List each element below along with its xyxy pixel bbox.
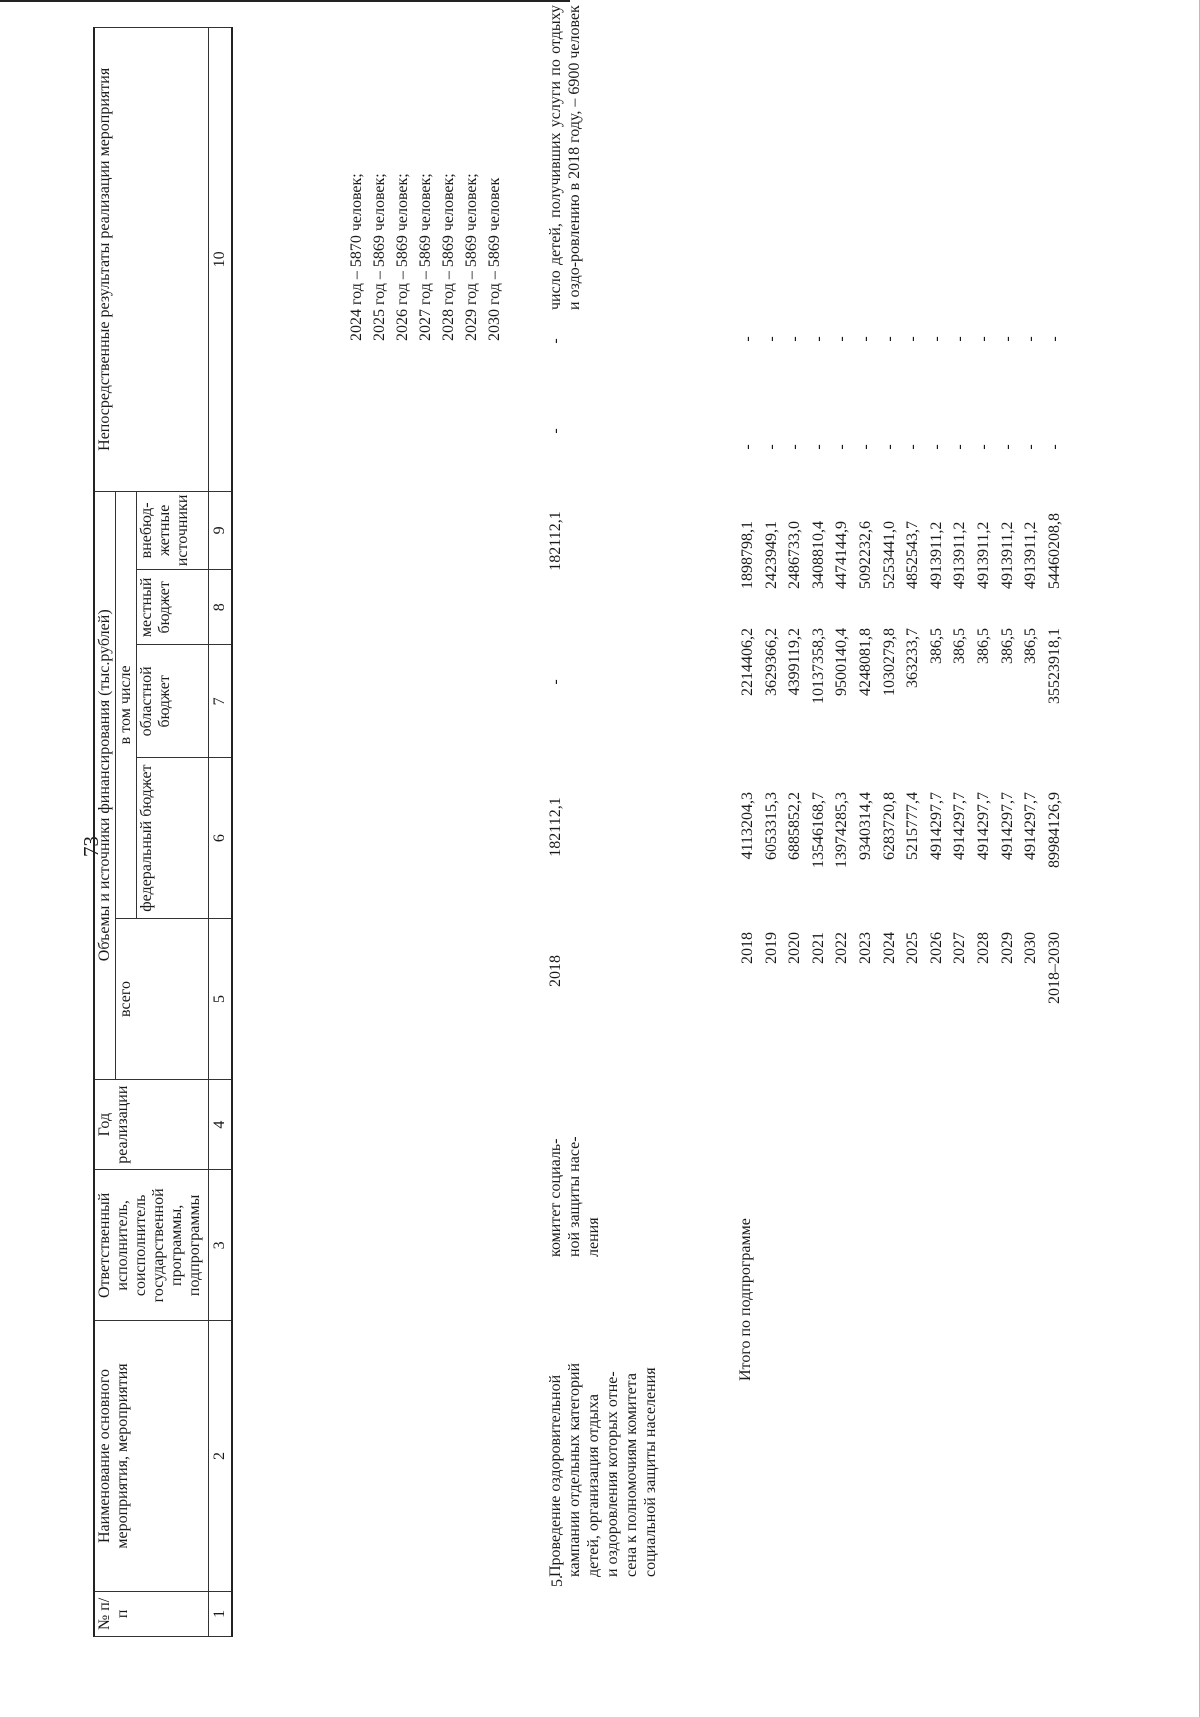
- header-num: № п/п: [94, 1591, 209, 1636]
- subtotal-total-cell: 13546168,7: [809, 792, 827, 868]
- subtotal-years-column: [736, 932, 1066, 1060]
- subtotal-total-cell: 4914297,7: [974, 792, 992, 860]
- subtotal-year-cell: 2028: [974, 932, 992, 964]
- row5-federal: -: [547, 679, 564, 685]
- subtotal-total-cell: 9340314,4: [856, 792, 874, 860]
- subtotal-federal-cell: 2214406,2: [739, 628, 756, 696]
- colnum-1: 1: [209, 1591, 233, 1636]
- subtotal-year-cell: 2029: [998, 932, 1016, 964]
- subtotal-extra-column: [736, 319, 1066, 359]
- subtotal-total-cell: 4914297,7: [951, 792, 969, 860]
- subtotal-local-cell: -: [786, 444, 804, 450]
- subtotal-regional-cell: 1898798,1: [739, 521, 756, 589]
- colnum-4: 4: [209, 1079, 233, 1170]
- subtotal-local-cell: -: [974, 444, 992, 450]
- header-year: Год реализации: [94, 1079, 209, 1170]
- subtotal-regional-cell: 4913911,2: [974, 521, 992, 589]
- header-total: всего: [116, 919, 209, 1080]
- subtotal-federal-cell: 4399119,2: [786, 628, 804, 696]
- subtotal-total-cell: 89984126,9: [1045, 792, 1063, 868]
- row5-result: число детей, получивших услуги по отдыху и оздо-ровлению в 2018 году, – 6900 человек: [547, 5, 583, 310]
- row5-name-line: Проведение оздоровительной: [547, 1374, 564, 1577]
- subtotal-extra-cell: -: [951, 336, 969, 342]
- subtotal-regional-cell: 4913911,2: [998, 521, 1016, 589]
- subtotal-total-cell: 4914297,7: [927, 792, 945, 860]
- colnum-7: 7: [209, 645, 233, 758]
- subtotal-local-cell: -: [762, 444, 780, 450]
- subtotal-federal-cell: 363233,7: [904, 628, 922, 688]
- subtotal-year-cell: 2018: [739, 932, 756, 964]
- row5-number: 5.: [549, 1575, 566, 1587]
- subtotal-local-cell: -: [904, 444, 922, 450]
- subtotal-extra-cell: -: [998, 336, 1016, 342]
- colnum-5: 5: [209, 919, 233, 1080]
- subtotal-year-cell: 2024: [880, 932, 898, 964]
- subtotal-local-cell: -: [880, 444, 898, 450]
- subtotal-local-cell: -: [739, 444, 756, 450]
- row5-regional: 182112,1: [547, 511, 564, 571]
- row5-total: 182112,1: [547, 797, 564, 857]
- header-results: Непосредственные результаты реализации мероприятия: [94, 28, 209, 492]
- subtotal-federal-cell: 386,5: [998, 628, 1016, 664]
- subtotal-total-cell: 6053315,3: [762, 792, 780, 860]
- list-item: 2024 год – 5870 человек;: [348, 173, 365, 341]
- subtotal-year-cell: 2025: [904, 932, 922, 964]
- header-executor: Ответственный исполнитель, соисполнитель государственной программы, подпрограммы: [94, 1170, 209, 1321]
- subtotal-total-cell: 13974285,3: [833, 792, 851, 868]
- subtotal-year-cell: 2022: [833, 932, 851, 964]
- subtotal-extra-cell: -: [880, 336, 898, 342]
- subtotal-local-cell: -: [927, 444, 945, 450]
- subtotal-total-cell: 6885852,2: [786, 792, 804, 860]
- subtotal-year-cell: 2027: [951, 932, 969, 964]
- subtotal-year-cell: 2020: [786, 932, 804, 964]
- subtotal-regional-cell: 4913911,2: [927, 521, 945, 589]
- column-number-row: [209, 28, 233, 1637]
- header-federal: федеральный бюджет: [137, 758, 209, 919]
- subtotal-regional-cell: 4913911,2: [1022, 521, 1040, 589]
- previous-results-list: [347, 11, 508, 341]
- table-header: [93, 27, 233, 1637]
- subtotal-extra-cell: -: [833, 336, 851, 342]
- subtotal-local-column: [736, 427, 1066, 467]
- row5-extra: -: [547, 338, 564, 344]
- subtotal-local-cell: -: [856, 444, 874, 450]
- subtotal-year-cell: 2023: [856, 932, 874, 964]
- subtotal-total-cell: 5215777,4: [904, 792, 922, 860]
- subtotal-year-cell: 2018–2030: [1045, 932, 1063, 1004]
- subtotal-regional-cell: 3408810,4: [809, 521, 827, 589]
- row5-year: 2018: [547, 955, 564, 987]
- row5-executor-line: ной защиты насе-: [566, 1136, 583, 1257]
- header-extra: внебюд-жетные источники: [137, 491, 209, 569]
- header-name: Наименование основного мероприятия, мероприятия: [94, 1321, 209, 1592]
- list-item: 2027 год – 5869 человек;: [417, 173, 434, 341]
- list-item: 2028 год – 5869 человек;: [440, 173, 457, 341]
- row5-executor-line: комитет социаль-: [547, 1138, 564, 1257]
- header-including: в том числе: [116, 491, 137, 918]
- header-regional: областной бюджет: [137, 645, 209, 758]
- subtotal-local-cell: -: [1045, 444, 1063, 450]
- subtotal-federal-cell: 386,5: [1022, 628, 1040, 664]
- row5-name-line: сена к полномочиям комитета: [623, 1373, 640, 1577]
- subtotal-federal-cell: 10137358,3: [809, 628, 827, 704]
- subtotal-federal-cell: 35523918,1: [1045, 628, 1063, 704]
- subtotal-regional-cell: 4852543,7: [904, 521, 922, 589]
- colnum-2: 2: [209, 1321, 233, 1592]
- subtotal-federal-cell: 4248081,8: [856, 628, 874, 696]
- subtotal-label: Итого по подпрограмме: [737, 1218, 754, 1381]
- subtotal-year-cell: 2030: [1022, 932, 1040, 964]
- row5-local: -: [547, 428, 564, 434]
- subtotal-regional-cell: 4474144,9: [833, 521, 851, 589]
- subtotal-total-cell: 4113204,3: [739, 792, 756, 860]
- subtotal-local-cell: -: [833, 444, 851, 450]
- row5-executor: [546, 1057, 603, 1257]
- page-number: 73: [79, 836, 103, 857]
- subtotal-local-cell: -: [1022, 444, 1040, 450]
- subtotal-regional-cell: 4913911,2: [951, 521, 969, 589]
- subtotal-regional-cell: 5253441,0: [880, 521, 898, 589]
- subtotal-total-cell: 6283720,8: [880, 792, 898, 860]
- list-item: 2026 год – 5869 человек;: [394, 173, 411, 341]
- subtotal-regional-cell: 2486733,0: [786, 521, 804, 589]
- subtotal-local-cell: -: [951, 444, 969, 450]
- row5-name-line: и оздоровления которых отне-: [604, 1371, 621, 1577]
- subtotal-total-column: [736, 792, 1066, 897]
- subtotal-local-cell: -: [998, 444, 1016, 450]
- subtotal-federal-cell: 1030279,8: [880, 628, 898, 696]
- row5-name-line: кампании отдельных категорий: [566, 1362, 583, 1577]
- subtotal-year-cell: 2019: [762, 932, 780, 964]
- colnum-9: 9: [209, 491, 233, 569]
- subtotal-federal-cell: 9500140,4: [833, 628, 851, 696]
- row5-executor-line: ления: [585, 1217, 602, 1257]
- row5-name-line: социальной защиты населения: [642, 1367, 659, 1577]
- subtotal-federal-column: [736, 628, 1066, 733]
- subtotal-federal-cell: 386,5: [974, 628, 992, 664]
- list-item: 2029 год – 5869 человек;: [463, 173, 480, 341]
- row5-name-line: детей, организация отдыха: [585, 1394, 602, 1577]
- colnum-8: 8: [209, 570, 233, 645]
- subtotal-regional-cell: 54460208,8: [1045, 513, 1063, 589]
- subtotal-extra-cell: -: [856, 336, 874, 342]
- subtotal-regional-cell: 2423949,1: [762, 521, 780, 589]
- subtotal-regional-column: [736, 477, 1066, 589]
- subtotal-extra-cell: -: [762, 336, 780, 342]
- list-item: 2030 год – 5869 человек: [486, 177, 503, 341]
- subtotal-extra-cell: -: [1045, 336, 1063, 342]
- subtotal-extra-cell: -: [1022, 336, 1040, 342]
- subtotal-extra-cell: -: [739, 336, 756, 342]
- subtotal-extra-cell: -: [974, 336, 992, 342]
- header-funding: Объемы и источники финансирования (тыс.рублей): [94, 491, 116, 1079]
- subtotal-extra-cell: -: [786, 336, 804, 342]
- colnum-6: 6: [209, 758, 233, 919]
- subtotal-year-cell: 2026: [927, 932, 945, 964]
- subtotal-extra-cell: -: [809, 336, 827, 342]
- subtotal-local-cell: -: [809, 444, 827, 450]
- subtotal-year-cell: 2021: [809, 932, 827, 964]
- header-local: местный бюджет: [137, 570, 209, 645]
- list-item: 2025 год – 5869 человек;: [371, 173, 388, 341]
- subtotal-federal-cell: 386,5: [927, 628, 945, 664]
- colnum-3: 3: [209, 1170, 233, 1321]
- subtotal-total-cell: 4914297,7: [1022, 792, 1040, 860]
- colnum-10: 10: [209, 28, 233, 492]
- subtotal-extra-cell: -: [927, 336, 945, 342]
- row5-name: [546, 1297, 660, 1577]
- subtotal-extra-cell: -: [904, 336, 922, 342]
- subtotal-federal-cell: 386,5: [951, 628, 969, 664]
- subtotal-federal-cell: 3629366,2: [762, 628, 780, 696]
- subtotal-total-cell: 4914297,7: [998, 792, 1016, 860]
- subtotal-regional-cell: 5092232,6: [856, 521, 874, 589]
